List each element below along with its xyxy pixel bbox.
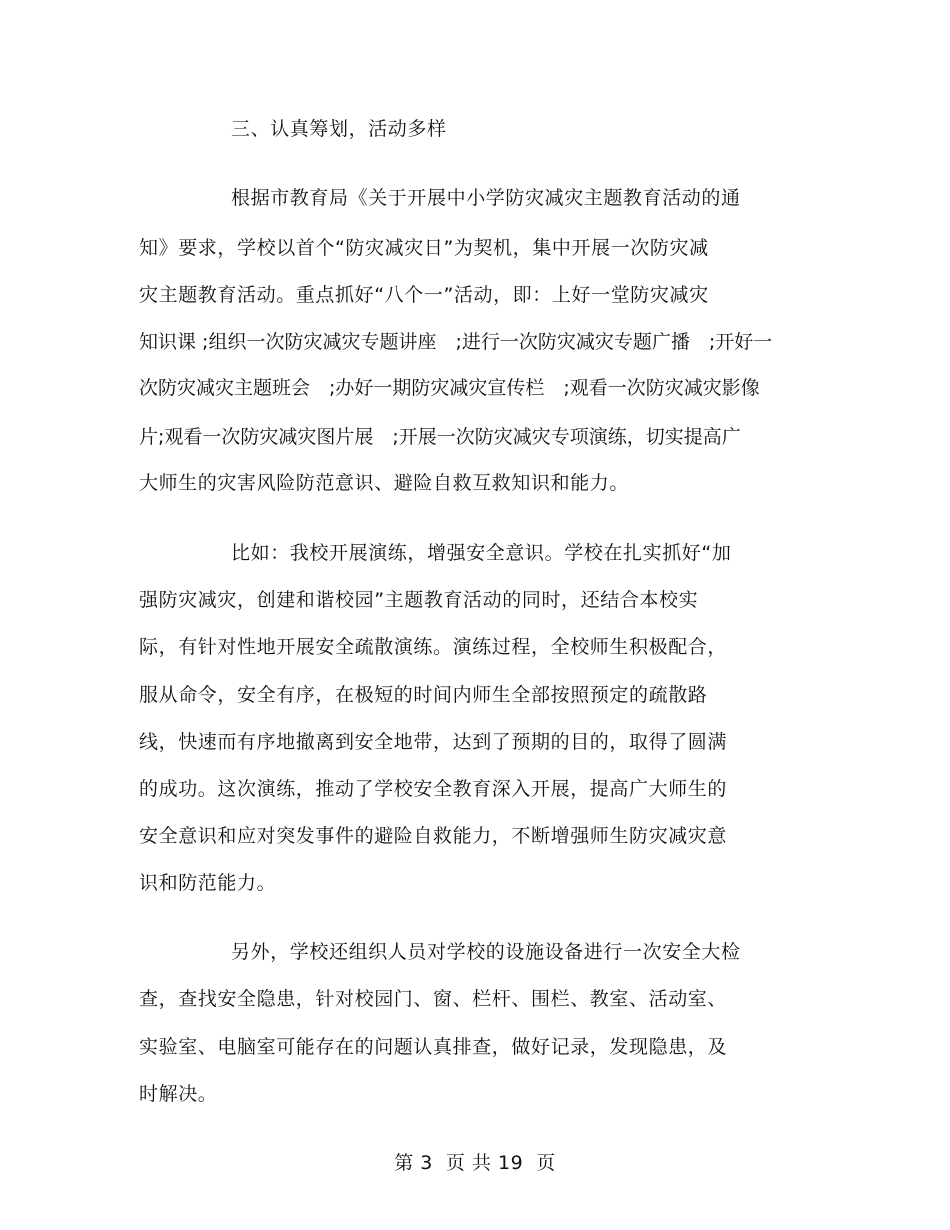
paragraph-1-line-4: 知识课 ;组织一次防灾减灾专题讲座 ;进行一次防灾减灾专题广播 ;开好一: [139, 331, 773, 353]
paragraph-1-line-5: 次防灾减灾主题班会 ;办好一期防灾减灾宣传栏 ;观看一次防灾减灾影像: [139, 377, 760, 399]
paragraph-2-line-4: 服从命令，安全有序，在极短的时间内师生全部按照预定的疏散路: [139, 684, 708, 706]
page-number-footer: 第 3 页 共 19 页: [394, 1152, 556, 1174]
paragraph-1-line-6: 片;观看一次防灾减灾图片展 ;开展一次防灾减灾专项演练，切实提高广: [139, 426, 741, 448]
paragraph-2-line-5: 线，快速而有序地撤离到安全地带，达到了预期的目的，取得了圆满: [139, 731, 728, 753]
paragraph-2-line-8: 识和防范能力。: [139, 872, 277, 894]
paragraph-2-line-2: 强防灾减灾，创建和谐校园”主题教育活动的同时，还结合本校实: [139, 589, 699, 611]
paragraph-1-line-3: 灾主题教育活动。重点抓好“八个一”活动，即：上好一堂防灾减灾: [139, 284, 709, 306]
paragraph-2-line-1: 比如：我校开展演练，增强安全意识。学校在扎实抓好“加: [231, 542, 732, 564]
paragraph-2-line-3: 际，有针对性地开展安全疏散演练。演练过程，全校师生积极配合，: [139, 636, 728, 658]
paragraph-3-line-4: 时解决。: [139, 1083, 218, 1105]
paragraph-3-line-1: 另外，学校还组织人员对学校的设施设备进行一次安全大检: [231, 941, 741, 963]
paragraph-3-line-2: 查，查找安全隐患，针对校园门、窗、栏杆、围栏、教室、活动室、: [139, 988, 728, 1010]
section-heading: 三、认真筹划，活动多样: [231, 118, 447, 140]
paragraph-2-line-6: 的成功。这次演练，推动了学校安全教育深入开展，提高广大师生的: [139, 778, 728, 800]
paragraph-2-line-7: 安全意识和应对突发事件的避险自救能力，不断增强师生防灾减灾意: [139, 825, 728, 847]
paragraph-1-line-7: 大师生的灾害风险防范意识、避险自救互救知识和能力。: [139, 472, 630, 494]
paragraph-3-line-3: 实验室、电脑室可能存在的问题认真排查，做好记录，发现隐患，及: [139, 1036, 728, 1058]
paragraph-1-line-2: 知》要求，学校以首个“防灾减灾日”为契机，集中开展一次防灾减: [139, 237, 709, 259]
paragraph-1-line-1: 根据市教育局《关于开展中小学防灾减灾主题教育活动的通: [231, 187, 741, 209]
